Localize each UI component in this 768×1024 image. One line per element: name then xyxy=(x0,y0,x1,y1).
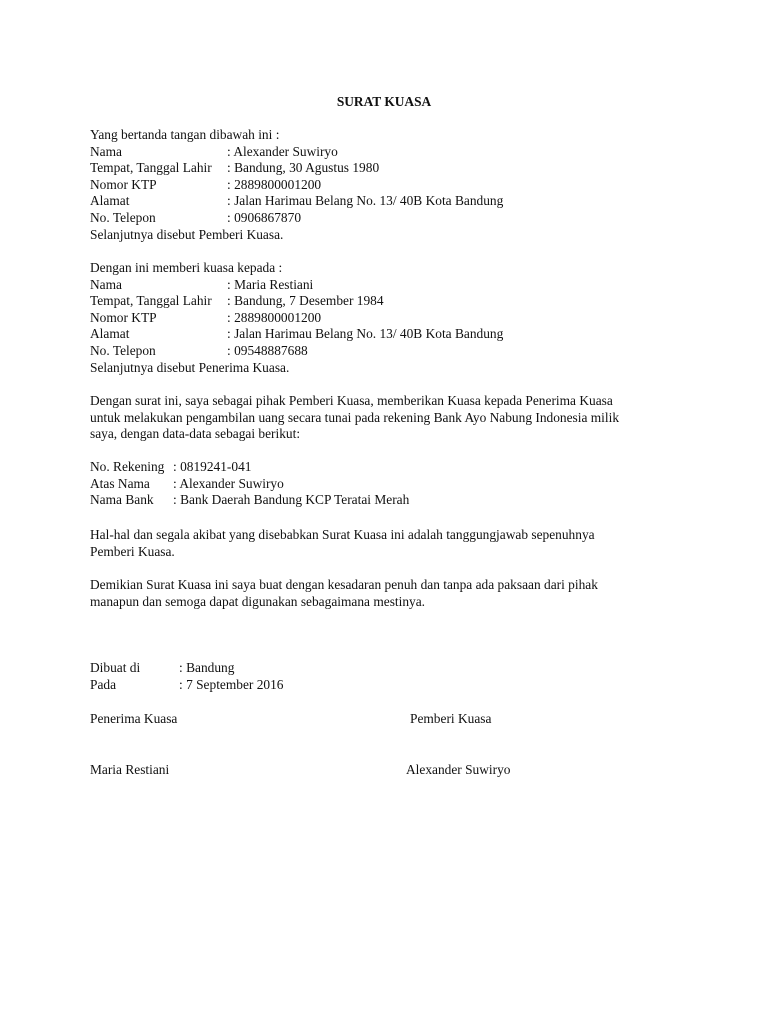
closing-paragraph xyxy=(90,577,660,610)
giver-intro: Yang bertanda tangan dibawah ini : xyxy=(90,127,280,142)
receiver-row-phone xyxy=(90,343,690,360)
account-section xyxy=(90,459,690,509)
made-on-row xyxy=(90,677,690,694)
field-value: : 2889800001200 xyxy=(227,176,322,192)
receiver-row-address xyxy=(90,326,690,343)
field-label: Pada xyxy=(90,676,117,692)
receiver-row-name xyxy=(90,277,690,294)
field-label: Nama Bank xyxy=(90,492,154,508)
giver-signature-name: Alexander Suwiryo xyxy=(406,762,511,777)
receiver-role: Penerima Kuasa xyxy=(90,711,178,726)
field-label: Alamat xyxy=(90,193,130,209)
receiver-row-ktp xyxy=(90,310,690,327)
body-paragraph xyxy=(90,393,660,443)
field-label: Atas Nama xyxy=(90,475,150,491)
account-row-holder xyxy=(90,476,690,493)
paragraph-line: Hal-hal dan segala akibat yang disebabkan Surat Kuasa ini adalah tanggungjawab sepenuhnya xyxy=(90,527,595,542)
giver-row-phone xyxy=(90,210,690,227)
field-label: Tempat, Tanggal Lahir xyxy=(90,293,212,309)
field-label: Nomor KTP xyxy=(90,176,157,192)
field-label: No. Rekening xyxy=(90,459,165,474)
field-value: : Jalan Harimau Belang No. 13/ 40B Kota Bandung xyxy=(227,193,504,209)
paragraph-line: Dengan surat ini, saya sebagai pihak Pemberi Kuasa, memberikan Kuasa kepada Penerima Kuasa xyxy=(90,393,613,408)
field-value: : 2889800001200 xyxy=(227,309,322,325)
field-label: Nama xyxy=(90,143,122,159)
paragraph-line: untuk melakukan pengambilan uang secara tunai pada rekening Bank Ayo Nabung Indonesia milik xyxy=(90,409,620,425)
field-value: : Bandung, 30 Agustus 1980 xyxy=(227,160,380,176)
field-value: : 0819241-041 xyxy=(173,459,252,474)
field-label: Nomor KTP xyxy=(90,309,157,325)
place-date-section xyxy=(90,660,690,693)
field-label: Alamat xyxy=(90,326,130,342)
field-label: Nama xyxy=(90,276,122,292)
receiver-intro: Dengan ini memberi kuasa kepada : xyxy=(90,260,283,275)
field-value: : Jalan Harimau Belang No. 13/ 40B Kota Bandung xyxy=(227,326,504,342)
field-label: No. Telepon xyxy=(90,342,156,358)
giver-note: Selanjutnya disebut Pemberi Kuasa. xyxy=(90,226,284,242)
giver-role: Pemberi Kuasa xyxy=(410,711,492,726)
field-label: Tempat, Tanggal Lahir xyxy=(90,160,212,176)
field-value: : Bank Daerah Bandung KCP Teratai Merah xyxy=(173,492,410,508)
field-value: : 7 September 2016 xyxy=(179,676,284,692)
field-value: : Maria Restiani xyxy=(227,276,314,292)
account-row-number xyxy=(90,459,690,476)
receiver-section xyxy=(90,260,690,376)
paragraph-line: Demikian Surat Kuasa ini saya buat dengan kesadaran penuh dan tanpa ada paksaan dari pihak xyxy=(90,577,598,592)
field-value: : Bandung, 7 Desember 1984 xyxy=(227,293,384,309)
giver-row-address xyxy=(90,193,690,210)
field-label: No. Telepon xyxy=(90,209,156,225)
field-value: : 09548887688 xyxy=(227,342,308,358)
paragraph-line: saya, dengan data-data sebagai berikut: xyxy=(90,426,301,442)
field-value: : Alexander Suwiryo xyxy=(227,143,338,159)
made-at-row xyxy=(90,660,690,677)
responsibility-paragraph xyxy=(90,527,660,560)
paragraph-line: manapun dan semoga dapat digunakan sebagaimana mestinya. xyxy=(90,593,426,609)
account-row-bank xyxy=(90,492,690,509)
field-value: : 0906867870 xyxy=(227,209,302,225)
giver-row-name xyxy=(90,144,690,161)
receiver-note: Selanjutnya disebut Penerima Kuasa. xyxy=(90,359,290,375)
receiver-signature-name: Maria Restiani xyxy=(90,762,170,777)
field-value: : Bandung xyxy=(179,660,235,675)
paragraph-line: Pemberi Kuasa. xyxy=(90,543,175,559)
receiver-row-birth xyxy=(90,293,690,310)
giver-section xyxy=(90,127,690,243)
document-title: SURAT KUASA xyxy=(336,94,432,109)
field-value: : Alexander Suwiryo xyxy=(173,475,284,491)
giver-row-birth xyxy=(90,160,690,177)
giver-row-ktp xyxy=(90,177,690,194)
field-label: Dibuat di xyxy=(90,660,141,675)
